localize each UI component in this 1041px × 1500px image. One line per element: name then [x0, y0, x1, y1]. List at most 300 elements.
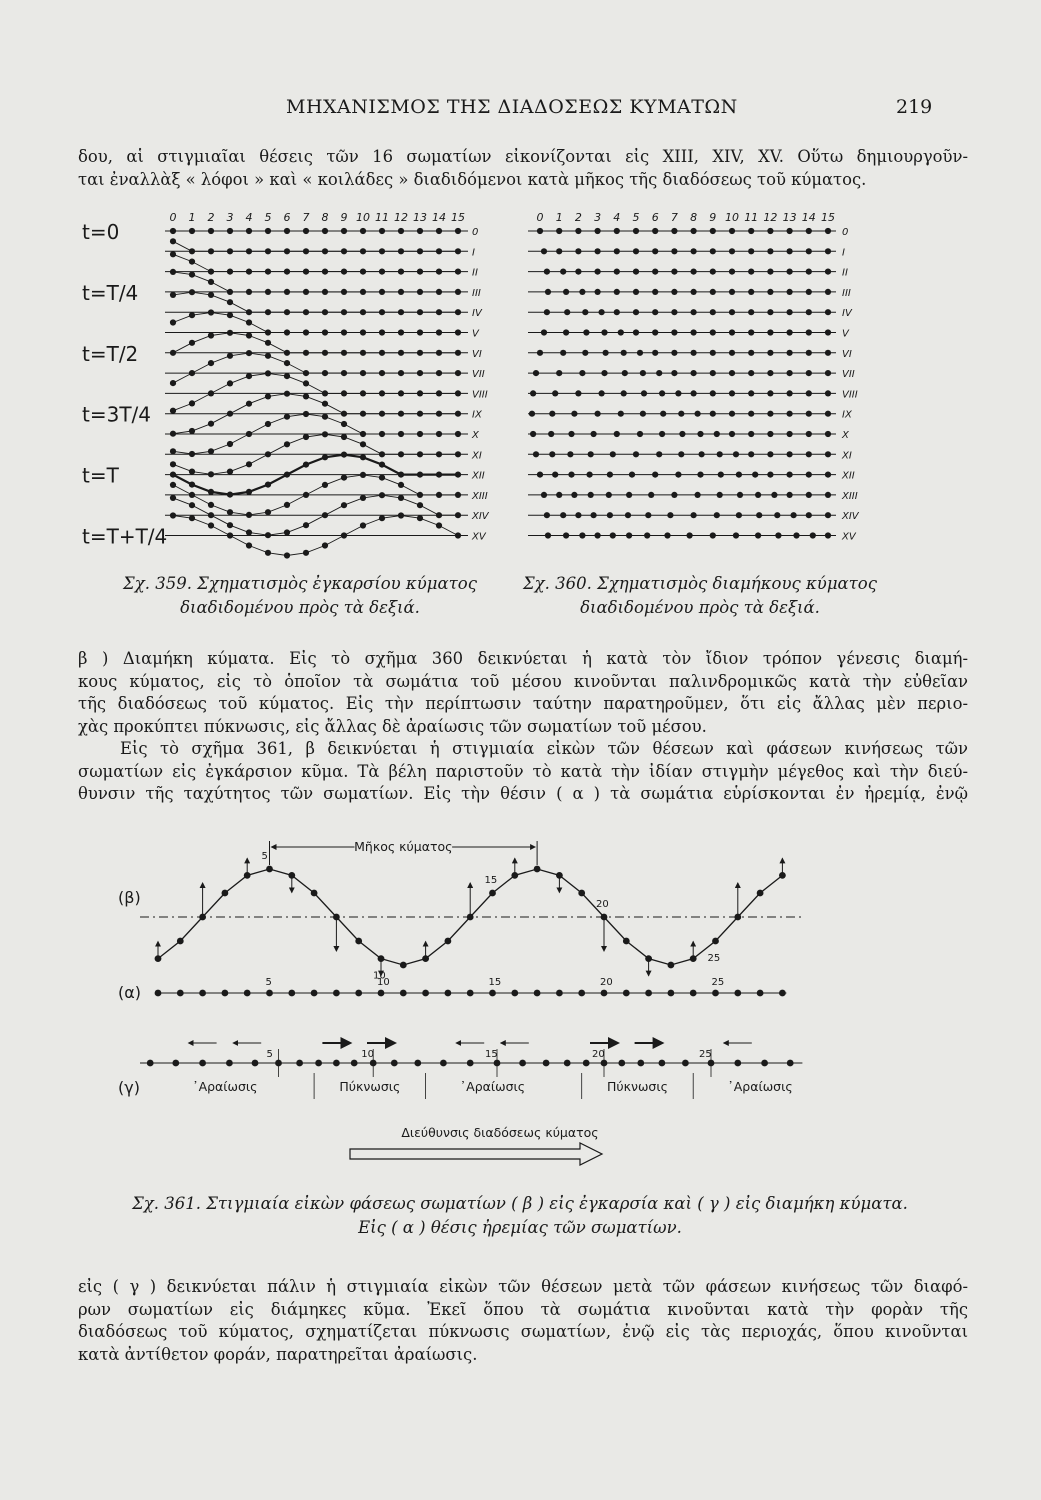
section-b-paragraph: [78, 648, 968, 806]
row-numeral: X: [842, 430, 849, 441]
row-label: (α): [118, 983, 142, 1002]
particle-dot: [633, 289, 639, 295]
column-number: 10: [725, 211, 739, 224]
particle-dot: [621, 350, 627, 356]
particle-dot: [787, 451, 793, 457]
particle-dot: [208, 489, 214, 495]
particle-dot: [595, 289, 601, 295]
particle-dot: [825, 309, 831, 315]
column-number: 13: [413, 211, 427, 224]
particle-dot: [652, 329, 658, 335]
particle-dot: [767, 370, 773, 376]
particle-dot: [455, 512, 461, 518]
particle-dot: [341, 228, 347, 234]
particle-dot: [578, 990, 585, 997]
particle-dot: [303, 393, 309, 399]
particle-dot: [529, 411, 535, 417]
particle-dot: [284, 502, 290, 508]
particle-dot: [691, 370, 697, 376]
particle-dot: [640, 370, 646, 376]
particle-dot: [691, 350, 697, 356]
time-label: t=T/4: [82, 280, 139, 305]
particle-dot: [671, 370, 677, 376]
particle-dot: [712, 938, 719, 945]
page-title: ΜΗΧΑΝΙΣΜΟΣ ΤΗΣ ΔΙΑΔΟΣΕΩΣ ΚΥΜΑΤΩΝ: [286, 96, 738, 118]
particle-dot: [679, 431, 685, 437]
column-number: 1: [555, 211, 563, 224]
wave-curve: [173, 313, 458, 333]
particle-number: 25: [699, 1049, 712, 1060]
particle-dot: [748, 350, 754, 356]
particle-dot: [355, 990, 362, 997]
particle-dot: [606, 492, 612, 498]
particle-dot: [583, 329, 589, 335]
particle-dot: [360, 269, 366, 275]
particle-dot: [489, 990, 496, 997]
particle-dot: [208, 248, 214, 254]
particle-dot: [621, 390, 627, 396]
particle-dot: [208, 421, 214, 427]
particle-dot: [695, 492, 701, 498]
particle-number: 15: [488, 977, 502, 988]
particle-dot: [560, 512, 566, 518]
particle-dot: [806, 329, 812, 335]
particle-dot: [737, 492, 743, 498]
particle-dot: [296, 1060, 303, 1067]
particle-dot: [284, 289, 290, 295]
particle-dot: [147, 1060, 154, 1067]
row-numeral: XI: [472, 450, 482, 462]
particle-dot: [322, 482, 328, 488]
particle-dot: [436, 248, 442, 254]
particle-dot: [567, 451, 573, 457]
particle-dot: [568, 472, 574, 478]
particle-dot: [445, 938, 452, 945]
particle-dot: [398, 451, 404, 457]
particle-dot: [398, 411, 404, 417]
particle-dot: [417, 269, 423, 275]
particle-dot: [717, 492, 723, 498]
particle-dot: [748, 431, 754, 437]
particle-dot: [177, 938, 184, 945]
particle-dot: [545, 532, 551, 538]
particle-dot: [436, 390, 442, 396]
particle-dot: [779, 990, 786, 997]
particle-dot: [379, 350, 385, 356]
particle-dot: [787, 431, 793, 437]
particle-dot: [806, 370, 812, 376]
particle-dot: [575, 390, 581, 396]
particle-dot: [601, 370, 607, 376]
particle-dot: [733, 532, 739, 538]
particle-dot: [548, 431, 554, 437]
particle-dot: [360, 454, 366, 460]
particle-dot: [226, 1060, 233, 1067]
particle-dot: [189, 400, 195, 406]
particle-dot: [189, 248, 195, 254]
particle-dot: [360, 228, 366, 234]
particle-dot: [322, 390, 328, 396]
particle-dot: [545, 289, 551, 295]
particle-dot: [806, 289, 812, 295]
particle-dot: [303, 269, 309, 275]
text-line: β ) Διαμήκη κύματα. Εἰς τὸ σχῆμα 360 δεικνύεται ἡ κατὰ τὸν ἴδιον τρόπον γένεσις διαμή-: [78, 649, 968, 668]
row-numeral: III: [842, 287, 851, 299]
particle-dot: [825, 492, 831, 498]
particle-dot: [652, 269, 658, 275]
particle-dot: [189, 428, 195, 434]
particle-dot: [637, 1060, 644, 1067]
particle-dot: [303, 462, 309, 468]
particle-dot: [591, 512, 597, 518]
particle-dot: [246, 489, 252, 495]
particle-dot: [341, 269, 347, 275]
particle-dot: [543, 1060, 550, 1067]
particle-dot: [825, 289, 831, 295]
particle-dot: [284, 391, 290, 397]
column-number: 2: [207, 211, 215, 224]
particle-dot: [227, 469, 233, 475]
particle-number: 10: [377, 977, 390, 988]
propagation-arrow: [350, 1143, 602, 1165]
particle-dot: [436, 269, 442, 275]
particle-dot: [660, 411, 666, 417]
particle-dot: [652, 289, 658, 295]
particle-dot: [246, 350, 252, 356]
time-label: t=3T/4: [82, 402, 152, 427]
time-label: t=0: [82, 220, 120, 244]
particle-dot: [455, 431, 461, 437]
particle-dot: [633, 309, 639, 315]
particle-dot: [422, 990, 429, 997]
row-numeral: I: [842, 247, 845, 259]
particle-dot: [767, 472, 773, 478]
particle-dot: [736, 472, 742, 478]
particle-dot: [578, 890, 585, 897]
particle-dot: [208, 360, 214, 366]
particle-dot: [417, 289, 423, 295]
particle-dot: [530, 390, 536, 396]
particle-dot: [266, 990, 273, 997]
caption-line: Σχ. 360. Σχηματισμὸς διαμήκους κύματος: [522, 574, 877, 593]
particle-dot: [652, 309, 658, 315]
particle-dot: [652, 248, 658, 254]
particle-dot: [455, 228, 461, 234]
particle-dot: [519, 1060, 526, 1067]
particle-dot: [756, 512, 762, 518]
section-g-paragraph: [78, 1276, 968, 1366]
column-number: 9: [709, 211, 717, 224]
particle-dot: [265, 353, 271, 359]
particle-dot: [671, 350, 677, 356]
text-line: σωματίων εἰς ἐγκάρσιον κῦμα. Τὰ βέλη παριστοῦν τὸ κατὰ τὴν ἰδίαν στιγμὴν μέγεθος καὶ τὴν διεύ-: [78, 761, 968, 781]
particle-dot: [170, 512, 176, 518]
particle-dot: [806, 309, 812, 315]
particle-dot: [775, 532, 781, 538]
particle-dot: [729, 411, 735, 417]
particle-dot: [398, 495, 404, 501]
particle-dot: [208, 292, 214, 298]
particle-dot: [379, 411, 385, 417]
particle-dot: [315, 1060, 322, 1067]
text-line: τῆς διαδόσεως τοῦ κύματος. Εἰς τὴν περίπτωσιν ταύτην παρατηροῦμεν, ὅτι εἰς ἄλλας μὲν περιο-: [78, 694, 968, 713]
particle-dot: [379, 370, 385, 376]
particle-number: 15: [485, 1049, 498, 1060]
particle-dot: [398, 289, 404, 295]
particle-dot: [671, 228, 677, 234]
particle-dot: [729, 228, 735, 234]
particle-dot: [445, 990, 452, 997]
particle-dot: [659, 1060, 666, 1067]
particle-dot: [511, 990, 518, 997]
particle-dot: [379, 451, 385, 457]
particle-dot: [467, 1060, 474, 1067]
particle-dot: [806, 228, 812, 234]
particle-dot: [806, 472, 812, 478]
particle-dot: [227, 289, 233, 295]
particle-dot: [633, 269, 639, 275]
particle-dot: [710, 370, 716, 376]
particle-dot: [417, 228, 423, 234]
particle-dot: [246, 289, 252, 295]
row-numeral: VII: [472, 369, 485, 381]
particle-dot: [417, 515, 423, 521]
column-number: 14: [801, 211, 816, 224]
particle-dot: [678, 411, 684, 417]
figure-360-longitudinal-wave: [515, 205, 890, 545]
row-numeral: IX: [472, 409, 482, 421]
row-numeral: XIII: [472, 490, 488, 502]
particle-dot: [771, 492, 777, 498]
particle-dot: [556, 370, 562, 376]
particle-dot: [189, 515, 195, 521]
particle-dot: [265, 289, 271, 295]
particle-dot: [541, 329, 547, 335]
particle-dot: [322, 248, 328, 254]
particle-dot: [825, 350, 831, 356]
particle-dot: [695, 411, 701, 417]
particle-dot: [322, 431, 328, 437]
row-numeral: IX: [842, 409, 852, 421]
particle-dot: [671, 289, 677, 295]
row-numeral: V: [472, 328, 479, 340]
particle-dot: [690, 990, 697, 997]
wavelength-label: Μῆκος κύματος: [354, 839, 453, 854]
particle-dot: [599, 390, 605, 396]
particle-dot: [537, 350, 543, 356]
particle-dot: [687, 532, 693, 538]
particle-dot: [246, 431, 252, 437]
particle-dot: [322, 414, 328, 420]
particle-dot: [793, 532, 799, 538]
particle-dot: [379, 309, 385, 315]
particle-dot: [189, 312, 195, 318]
column-number: 13: [782, 211, 797, 224]
text-line: εἰς ( γ ) δεικνύεται πάλιν ἡ στιγμιαία εἰκὼν τῶν θέσεων μετὰ τῶν φάσεων κινήσεως τῶν διαφό-: [78, 1277, 968, 1296]
particle-dot: [436, 431, 442, 437]
particle-dot: [825, 512, 831, 518]
row-numeral: XIV: [842, 511, 859, 523]
particle-dot: [610, 532, 616, 538]
particle-dot: [199, 990, 206, 997]
particle-dot: [623, 938, 630, 945]
column-number: 3: [594, 211, 602, 224]
particle-dot: [322, 454, 328, 460]
column-number: 4: [613, 211, 621, 224]
particle-dot: [417, 350, 423, 356]
particle-dot: [455, 411, 461, 417]
text-line: κατὰ ἀντίθετον φοράν, παρατηρεῖται ἀραίωσις.: [78, 1344, 478, 1364]
particle-dot: [455, 309, 461, 315]
particle-dot: [587, 472, 593, 478]
particle-dot: [322, 228, 328, 234]
row-numeral: IV: [842, 308, 852, 320]
particle-dot: [671, 269, 677, 275]
text-line: Εἰς τὸ σχῆμα 361, β δεικνύεται ἡ στιγμιαία εἰκὼν τῶν θέσεων καὶ φάσεων κινήσεως τῶν: [120, 739, 968, 758]
particle-dot: [398, 228, 404, 234]
column-number: 6: [283, 211, 291, 224]
particle-dot: [417, 329, 423, 335]
column-number: 0: [169, 211, 177, 224]
particle-dot: [170, 228, 176, 234]
row-numeral: XIII: [842, 490, 858, 502]
particle-dot: [825, 248, 831, 254]
particle-dot: [227, 509, 233, 515]
particle-dot: [170, 350, 176, 356]
particle-dot: [729, 309, 735, 315]
particle-dot: [303, 228, 309, 234]
column-number: 15: [821, 211, 835, 224]
column-number: 7: [670, 211, 678, 224]
particle-dot: [806, 350, 812, 356]
particle-dot: [360, 472, 366, 478]
particle-dot: [246, 269, 252, 275]
column-number: 9: [340, 211, 348, 224]
particle-dot: [227, 353, 233, 359]
particle-dot: [284, 329, 290, 335]
row-numeral: XIV: [472, 511, 489, 523]
particle-dot: [436, 522, 442, 528]
particle-dot: [748, 390, 754, 396]
particle-dot: [637, 431, 643, 437]
particle-number: 15: [484, 875, 498, 886]
particle-dot: [633, 329, 639, 335]
particle-dot: [549, 411, 555, 417]
particle-dot: [767, 329, 773, 335]
particle-dot: [734, 1060, 741, 1067]
particle-dot: [664, 532, 670, 538]
particle-dot: [246, 373, 252, 379]
particle-dot: [697, 472, 703, 478]
particle-dot: [767, 269, 773, 275]
particle-dot: [246, 332, 252, 338]
particle-dot: [222, 890, 229, 897]
particle-dot: [170, 269, 176, 275]
figure-359-transverse-wave: [78, 205, 498, 565]
particle-dot: [787, 289, 793, 295]
particle-dot: [265, 340, 271, 346]
particle-dot: [534, 990, 541, 997]
text-line: ρων σωματίων εἰς διάμηκες κῦμα. Ἐκεῖ ὅπου τὰ σωμάτια κινοῦνται κατὰ τὴν φορὰν τῆς: [78, 1299, 968, 1319]
particle-dot: [710, 248, 716, 254]
particle-dot: [645, 512, 651, 518]
text-line: δου, αἱ στιγμιαῖαι θέσεις τῶν 16 σωματίων εἰκονίζονται εἰς XIII, XIV, XV. Οὕτω δημιουργοῦν-: [78, 147, 968, 166]
particle-dot: [398, 472, 404, 478]
row-label: (β): [118, 888, 141, 907]
particle-dot: [748, 329, 754, 335]
particle-dot: [806, 431, 812, 437]
wave-curve: [173, 272, 458, 292]
particle-dot: [208, 522, 214, 528]
particle-dot: [691, 269, 697, 275]
particle-dot: [417, 502, 423, 508]
particle-dot: [284, 360, 290, 366]
particle-dot: [265, 370, 271, 376]
particle-dot: [303, 289, 309, 295]
particle-dot: [265, 329, 271, 335]
particle-dot: [549, 451, 555, 457]
particle-dot: [691, 228, 697, 234]
particle-dot: [417, 492, 423, 498]
particle-dot: [455, 248, 461, 254]
particle-number: 20: [596, 899, 609, 910]
particle-dot: [629, 472, 635, 478]
particle-dot: [284, 309, 290, 315]
particle-dot: [322, 309, 328, 315]
particle-dot: [774, 512, 780, 518]
particle-dot: [575, 269, 581, 275]
particle-dot: [748, 289, 754, 295]
particle-dot: [341, 411, 347, 417]
particle-dot: [599, 309, 605, 315]
particle-dot: [712, 990, 719, 997]
particle-dot: [398, 370, 404, 376]
particle-dot: [284, 228, 290, 234]
particle-dot: [322, 512, 328, 518]
particle-dot: [623, 990, 630, 997]
particle-dot: [208, 269, 214, 275]
particle-dot: [208, 502, 214, 508]
particle-dot: [436, 289, 442, 295]
particle-dot: [710, 411, 716, 417]
particle-dot: [556, 228, 562, 234]
particle-dot: [208, 279, 214, 285]
text-line: διαδόσεως τοῦ κύματος, σχηματίζεται πύκνωσις σωματίων, ἐνῷ εἰς τὰς περιοχάς, ὅπου κινοῦνται: [78, 1322, 968, 1341]
particle-dot: [341, 350, 347, 356]
particle-dot: [697, 431, 703, 437]
particle-dot: [825, 431, 831, 437]
particle-dot: [787, 472, 793, 478]
particle-dot: [246, 401, 252, 407]
particle-dot: [614, 309, 620, 315]
particle-dot: [284, 373, 290, 379]
row-numeral: VI: [472, 348, 482, 360]
particle-number: 5: [261, 851, 268, 862]
particle-dot: [714, 512, 720, 518]
particle-dot: [170, 292, 176, 298]
particle-dot: [246, 309, 252, 315]
particle-dot: [671, 309, 677, 315]
particle-dot: [341, 309, 347, 315]
particle-dot: [284, 472, 290, 478]
particle-dot: [806, 451, 812, 457]
particle-dot: [189, 370, 195, 376]
column-number: 5: [632, 211, 640, 224]
particle-dot: [575, 228, 581, 234]
particle-dot: [417, 370, 423, 376]
figure-361-phase-snapshot: [110, 825, 900, 1190]
caption-line: Σχ. 359. Σχηματισμὸς ἐγκαρσίου κύματος: [123, 574, 477, 593]
